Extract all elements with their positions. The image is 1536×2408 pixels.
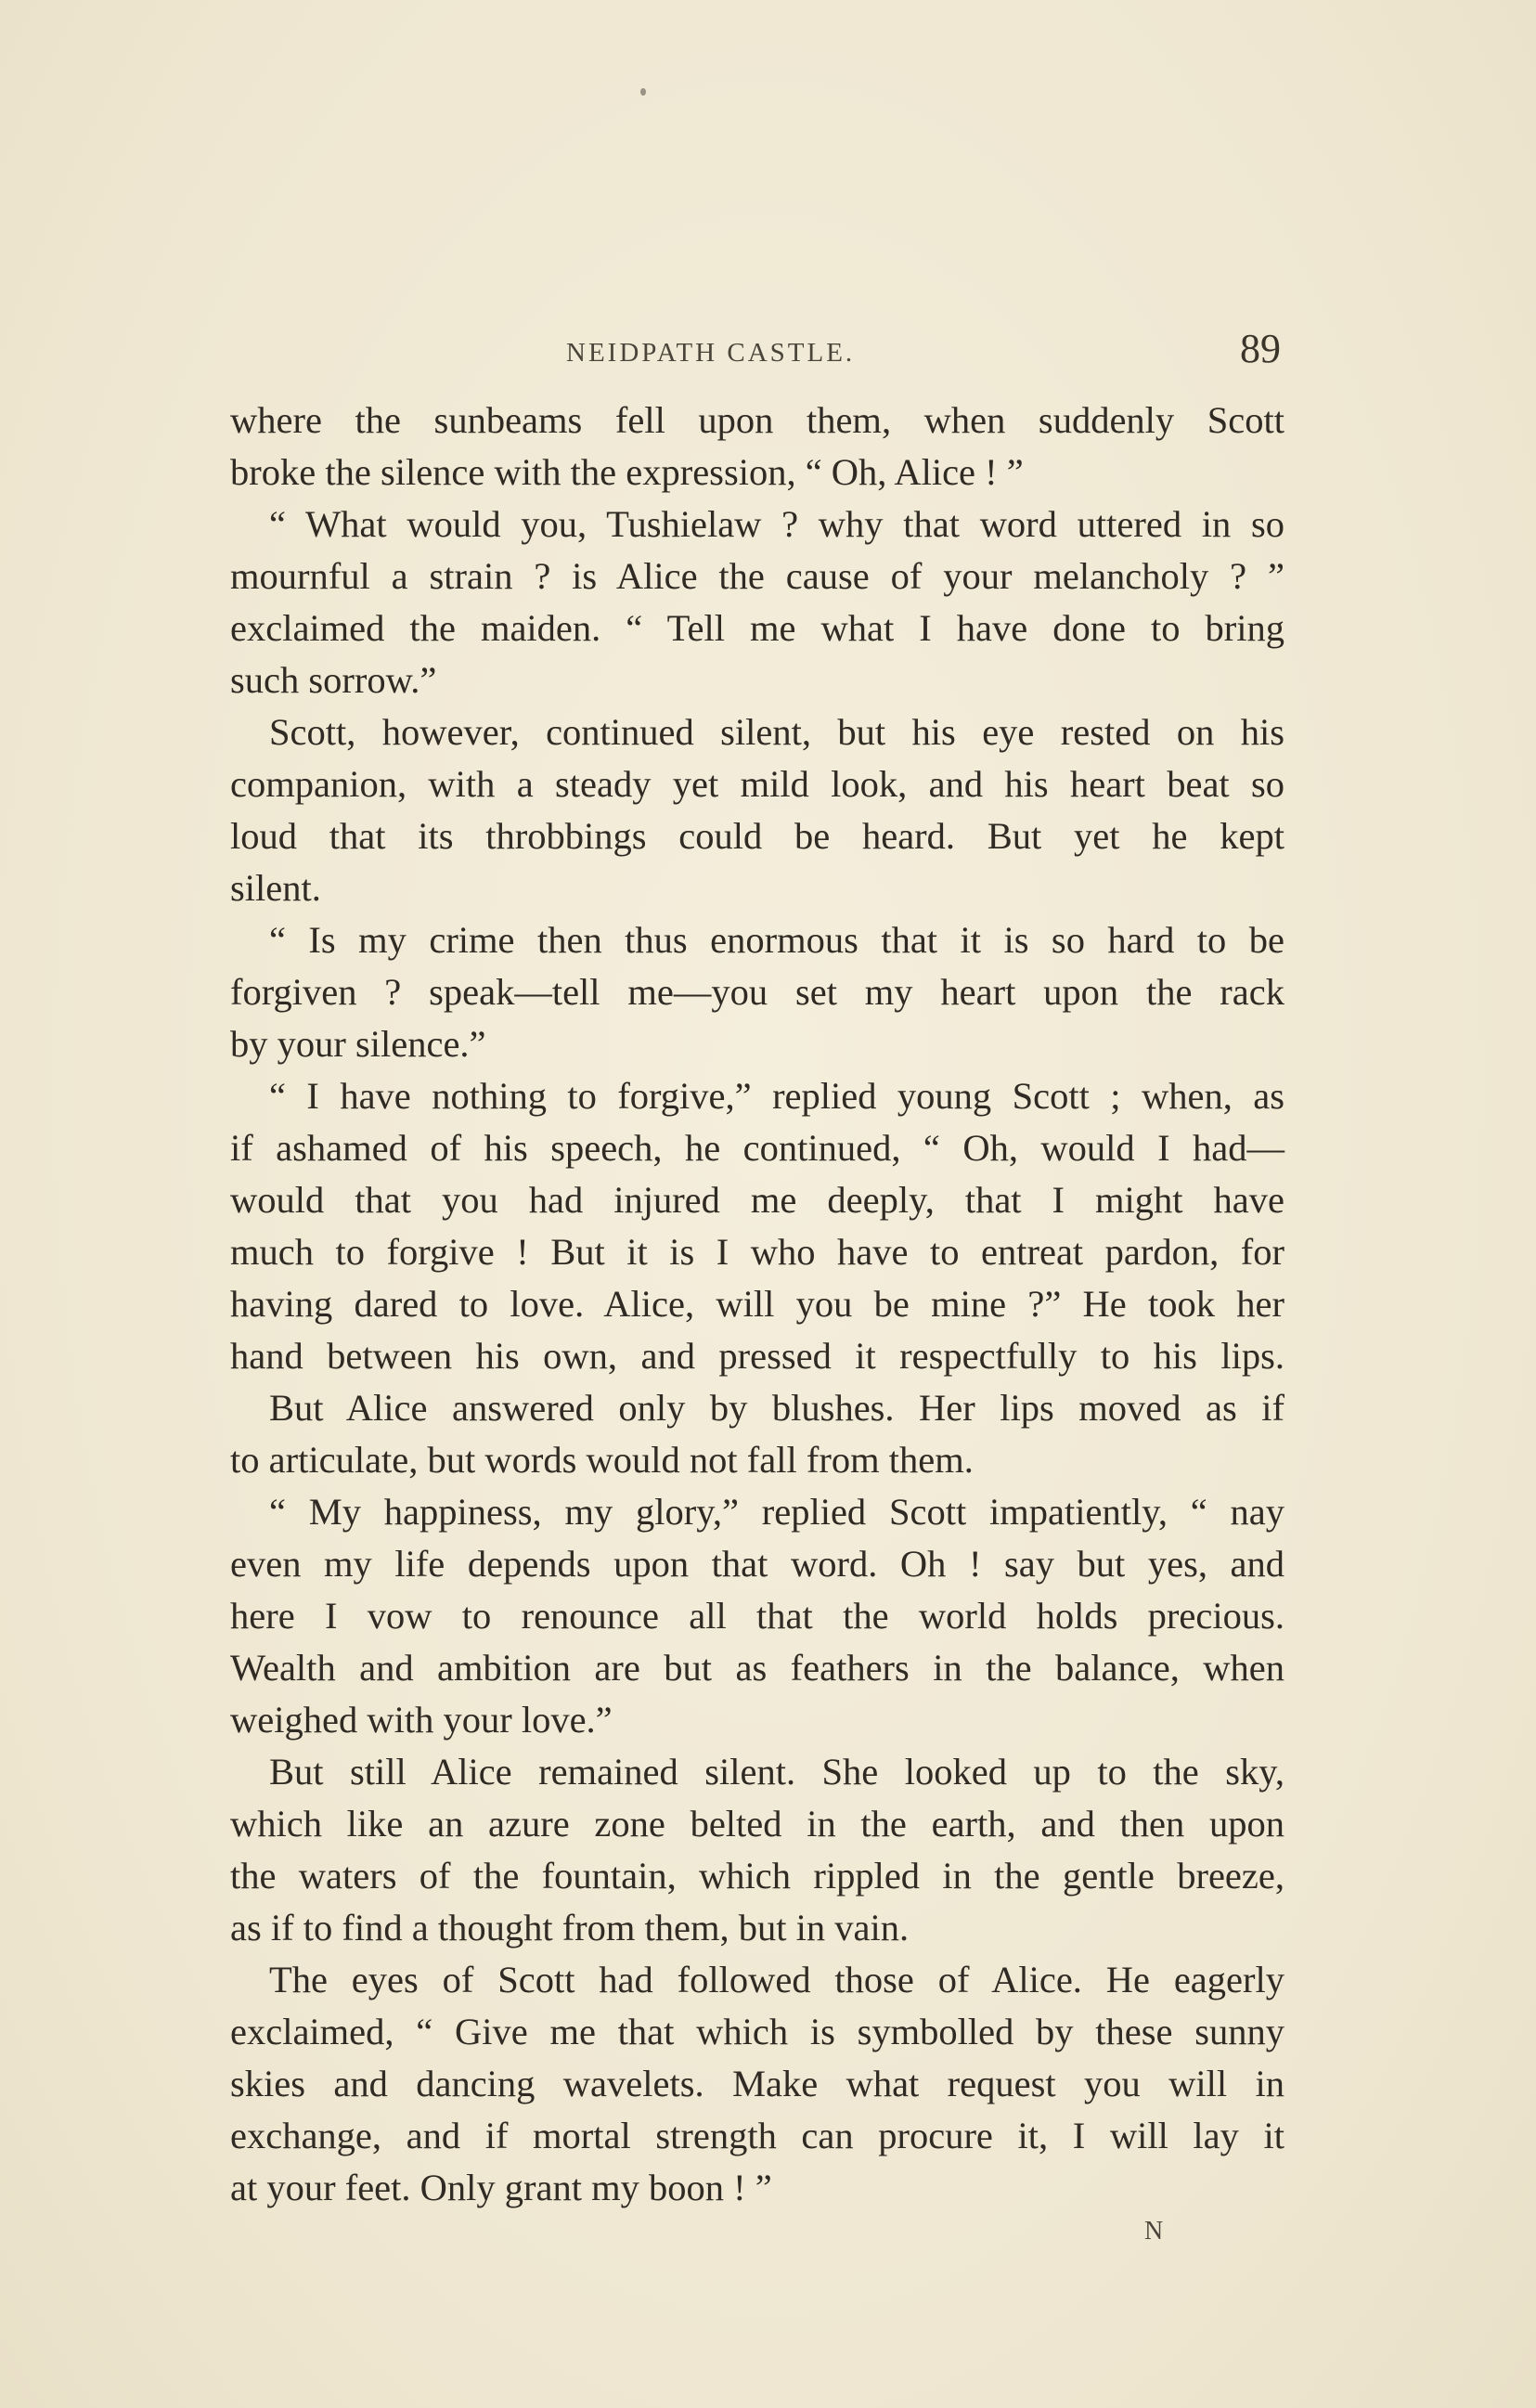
text-line: to articulate, but words would not fall from them. bbox=[230, 1439, 974, 1481]
text-line: “ What would you, Tushielaw ? why that word uttered in so bbox=[269, 503, 1284, 545]
text-line: silent. bbox=[230, 867, 321, 909]
page-header bbox=[232, 325, 1281, 381]
text-line: Wealth and ambition are but as feathers in the balance, when bbox=[230, 1647, 1284, 1689]
text-line: skies and dancing wavelets. Make what request you will in bbox=[230, 2063, 1284, 2104]
text-line: if ashamed of his speech, he continued, “ Oh, would I had— bbox=[230, 1127, 1284, 1169]
body-text bbox=[230, 395, 1284, 2214]
text-line: “ I have nothing to forgive,” replied young Scott ; when, as bbox=[269, 1075, 1284, 1117]
text-line: weighed with your love.” bbox=[230, 1699, 613, 1741]
text-line: Scott, however, continued silent, but his eye rested on his bbox=[269, 711, 1284, 753]
text-line: would that you had injured me deeply, that I might have bbox=[230, 1179, 1284, 1221]
page-number: 89 bbox=[1240, 326, 1281, 371]
text-line: here I vow to renounce all that the world holds precious. bbox=[230, 1595, 1284, 1637]
text-line: which like an azure zone belted in the earth, and then upon bbox=[230, 1803, 1284, 1845]
running-head: NEIDPATH CASTLE. bbox=[566, 338, 856, 368]
text-line: where the sunbeams fell upon them, when suddenly Scott bbox=[230, 399, 1284, 441]
text-line: even my life depends upon that word. Oh ! say but yes, and bbox=[230, 1543, 1284, 1585]
text-line: as if to find a thought from them, but in vain. bbox=[230, 1907, 910, 1948]
text-line: “ My happiness, my glory,” replied Scott impatiently, “ nay bbox=[269, 1491, 1284, 1533]
text-line: much to forgive ! But it is I who have to entreat pardon, for bbox=[230, 1231, 1284, 1273]
signature-mark: N bbox=[1144, 2217, 1166, 2246]
text-line: at your feet. Only grant my boon ! ” bbox=[230, 2167, 772, 2208]
text-line: exchange, and if mortal strength can procure it, I will lay it bbox=[230, 2115, 1284, 2156]
text-line: broke the silence with the expression, “ Oh, Alice ! ” bbox=[230, 451, 1024, 493]
text-line: exclaimed, “ Give me that which is symbolled by these sunny bbox=[230, 2011, 1284, 2052]
text-line: companion, with a steady yet mild look, and his heart beat so bbox=[230, 763, 1284, 805]
text-line: such sorrow.” bbox=[230, 659, 437, 701]
text-line: the waters of the fountain, which rippled in the gentle breeze, bbox=[230, 1855, 1284, 1897]
text-line: loud that its throbbings could be heard. But yet he kept bbox=[230, 815, 1284, 857]
text-line: mournful a strain ? is Alice the cause of your melancholy ? ” bbox=[230, 555, 1284, 597]
paper-speck bbox=[640, 88, 646, 96]
text-line: having dared to love. Alice, will you be mine ?” He took her bbox=[230, 1283, 1284, 1325]
text-line: exclaimed the maiden. “ Tell me what I have done to bring bbox=[230, 607, 1284, 649]
text-line: by your silence.” bbox=[230, 1023, 486, 1065]
text-line: But Alice answered only by blushes. Her lips moved as if bbox=[269, 1387, 1284, 1429]
text-line: But still Alice remained silent. She looked up to the sky, bbox=[269, 1751, 1284, 1793]
text-line: “ Is my crime then thus enormous that it is so hard to be bbox=[269, 919, 1284, 961]
text-line: hand between his own, and pressed it respectfully to his lips. bbox=[230, 1335, 1284, 1377]
text-line: The eyes of Scott had followed those of Alice. He eagerly bbox=[269, 1959, 1284, 2000]
text-line: forgiven ? speak—tell me—you set my heart upon the rack bbox=[230, 971, 1284, 1013]
